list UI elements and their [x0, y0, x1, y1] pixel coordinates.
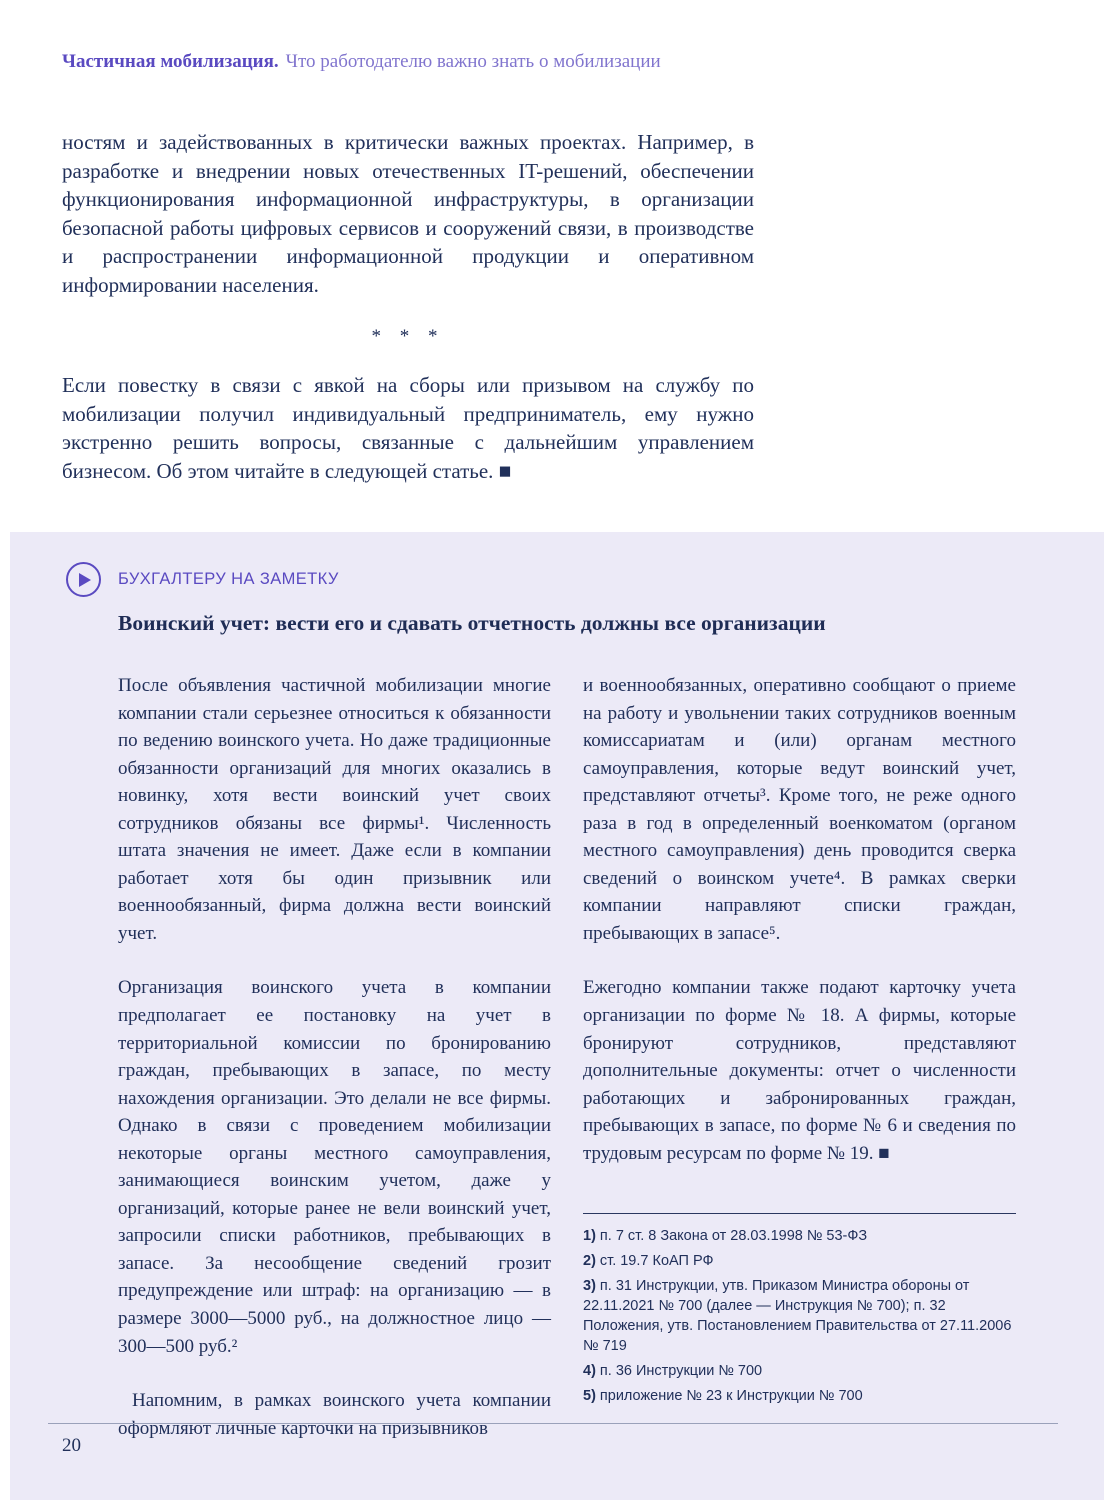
running-header [62, 50, 661, 74]
note-kicker-row [66, 562, 339, 597]
footnote-number: 2) [583, 1253, 596, 1270]
footnote-number: 3) [583, 1278, 596, 1295]
note-right-column [583, 672, 1016, 1469]
note-left-column [118, 672, 551, 1469]
page-number: 20 [62, 1435, 81, 1456]
footnote-text: п. 7 ст. 8 Закона от 28.03.1998 № 53-ФЗ [599, 1228, 868, 1245]
footnote [583, 1361, 1016, 1381]
note-paragraph: Напомним, в рамках воинского учета компании оформляют личные карточки на призывников [118, 1390, 551, 1439]
footnote-number: 4) [583, 1363, 596, 1380]
footnote-number: 5) [583, 1388, 596, 1405]
note-columns [118, 672, 1016, 1469]
section-separator: * * * [371, 326, 445, 348]
footnote-text: приложение № 23 к Инструкции № 700 [599, 1388, 863, 1405]
footnote [583, 1276, 1016, 1356]
running-header-title: Частичная мобилизация. [62, 51, 279, 72]
footnote [583, 1251, 1016, 1271]
note-paragraph: Организация воинского учета в компании предполагает ее постановку на учет в территориальной комиссии по бронированию граждан, пребывающих в запасе, по месту нахождения организации. Это делали не все фирмы. Однако в связи с проведением мобилизации некоторые органы местного самоуправления, занимающиеся воинским учетом, даже у организаций, которые ранее не вели воинский учет, запросили списки работников, пребывающих в запасе. За несообщение сведений грозит предупреждение или штраф: на организацию — в размере 3000—5000 руб., на должностное лицо — 300—500 руб.² [118, 977, 551, 1357]
note-kicker-label: БУХГАЛТЕРУ НА ЗАМЕТКУ [118, 570, 339, 588]
footnote [583, 1386, 1016, 1406]
running-header-subtitle: Что работодателю важно знать о мобилизации [285, 51, 661, 72]
play-icon [66, 562, 101, 597]
note-title: Воинский учет: вести его и сдавать отчетность должны все организации [118, 611, 826, 635]
footnote-text: п. 31 Инструкции, утв. Приказом Министра обороны от 22.11.2021 № 700 (далее — Инструкция № 700); п. 32 Положения, утв. Постановлением Правительства от 27.11.2006 № 719 [583, 1278, 1012, 1355]
footer-divider [48, 1423, 1058, 1424]
article-paragraph: ностям и задействованных в критически важных проектах. Например, в разработке и внедрении новых отечественных IT-решений, обеспечении функционирования информационной инфраструктуры, в организации безопасной работы цифровых сервисов и сооружений связи, в производстве и распространении информационной продукции и оперативном информировании населения. [62, 130, 754, 297]
footnotes-block [583, 1213, 1016, 1406]
article-paragraph: Если повестку в связи с явкой на сборы или призывом на службу по мобилизации получил индивидуальный предприниматель, ему нужно экстренно решить вопросы, связанные с дальнейшим управлением бизнесом. Об этом читайте в следующей статье. ■ [62, 373, 754, 483]
note-paragraph: После объявления частичной мобилизации многие компании стали серьезнее относиться к обязанности по ведению воинского учета. Но даже традиционные обязанности организаций для многих оказались в новинку, хотя вести воинский учет своих сотрудников обязаны все фирмы¹. Численность штата значения не имеет. Даже если в компании работает хотя бы один призывник или военнообязанный, фирма должна вести воинский учет. [118, 675, 551, 944]
article-body [62, 128, 754, 485]
play-triangle-icon [79, 573, 91, 587]
footnote-text: ст. 19.7 КоАП РФ [599, 1253, 714, 1270]
accountant-note-panel [10, 532, 1104, 1500]
note-paragraph: и военнообязанных, оперативно сообщают о приеме на работу и увольнении таких сотрудников военным комиссариатам и (или) органам местного самоуправления, которые ведут воинский учет, представляют отчеты³. Кроме того, не реже одного раза в год в определенный военкоматом (органом местного самоуправления) день проводится сверка сведений о воинском учете⁴. В рамках сверки компании направляют списки граждан, пребывающих в запасе⁵. [583, 675, 1016, 944]
footnote [583, 1226, 1016, 1246]
footnote-number: 1) [583, 1228, 596, 1245]
footnote-text: п. 36 Инструкции № 700 [599, 1363, 763, 1380]
note-paragraph: Ежегодно компании также подают карточку учета организации по форме № 18. А фирмы, которые бронируют сотрудников, представляют дополнительные документы: отчет о численности работающих и забронированных граждан, пребывающих в запасе, по форме № 6 и сведения по трудовым ресурсам по форме № 19. ■ [583, 977, 1016, 1164]
